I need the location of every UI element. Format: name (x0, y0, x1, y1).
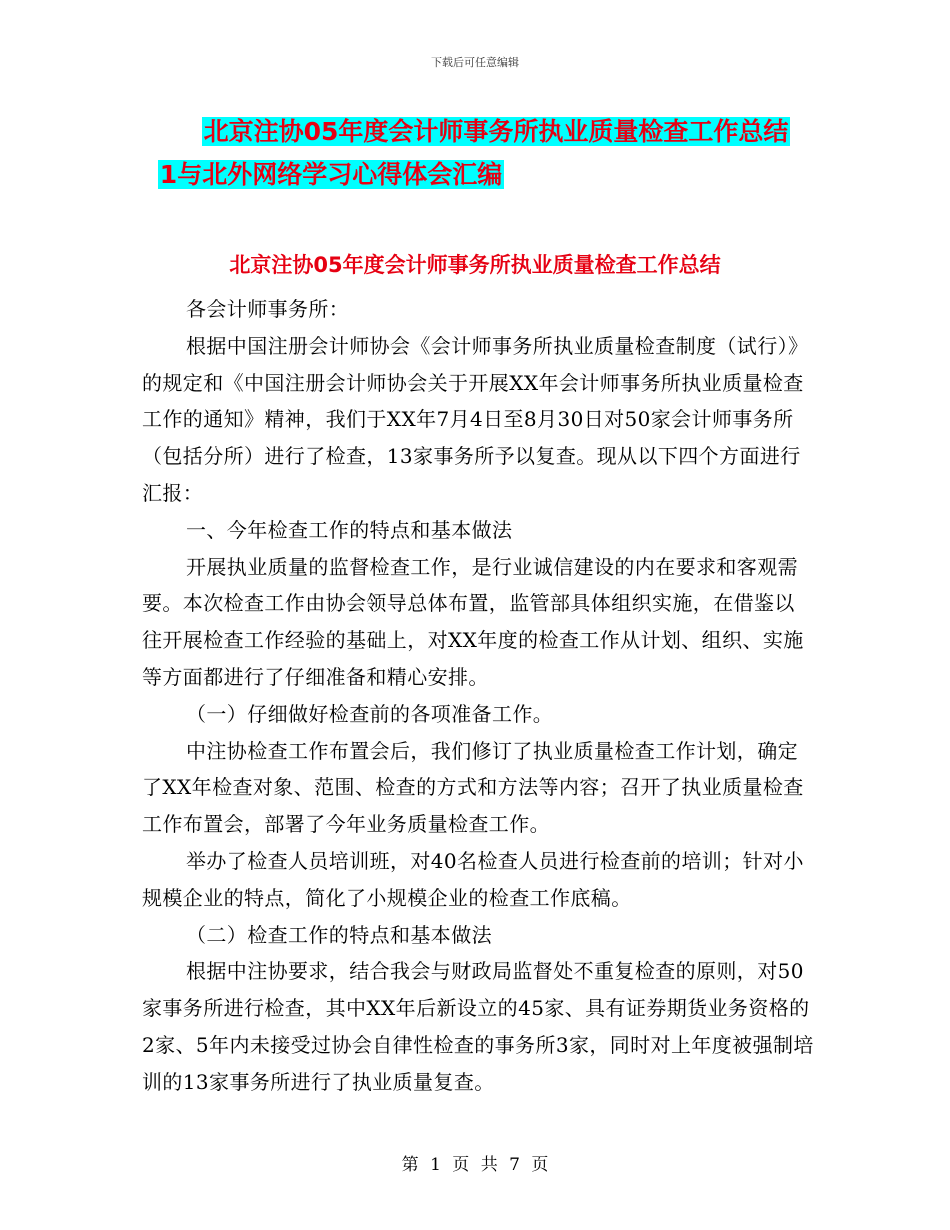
main-title-line-1-text: 北京注协05年度会计师事务所执业质量检查工作总结 (203, 117, 789, 146)
paragraph-salutation: 各会计师事务所： (186, 297, 350, 321)
paragraph: 举办了检查人员培训班，对40名检查人员进行检查前的培训；针对小规模企业的特点，简化了小规模企业的检查工作底稿。 (142, 848, 804, 910)
heading-section-1: 一、今年检查工作的特点和基本做法 (186, 517, 513, 542)
page-footer: 第 1 页 共 7 页 (401, 1155, 549, 1175)
main-title-line-2 (0, 157, 950, 193)
paragraph: 根据中国注册会计师协会《会计师事务所执业质量检查制度（试行）》的规定和《中国注册会计师协会关于开展XX年会计师事务所执业质量检查工作的通知》精神，我们于XX年7月4日至8月30日对50家会计师事务所（包括分所）进行了检查，13家事务所予以复查。现从以下四个方面进行汇报： (142, 333, 809, 505)
paragraph: 中注协检查工作布置会后，我们修订了执业质量检查工作计划，确定了XX年检查对象、范围、检查的方式和方法等内容；召开了执业质量检查工作布置会，部署了今年业务质量检查工作。 (142, 738, 804, 837)
heading-subsection-2: （二）检查工作的特点和基本做法 (186, 922, 492, 947)
paragraph: 根据中注协要求，结合我会与财政局监督处不重复检查的原则，对50家事务所进行检查，其中XX年后新设立的45家、具有证券期货业务资格的2家、5年内未接受过协会自律性检查的事务所3家，同时对上年度被强制培训的13家事务所进行了执业质量复查。 (142, 959, 814, 1094)
document-body (142, 291, 814, 1101)
heading-subsection-1: （一）仔细做好检查前的各项准备工作。 (186, 701, 554, 726)
main-title-line-1 (0, 114, 950, 150)
main-title-line-2-text: 1与北外网络学习心得体会汇编 (159, 160, 503, 189)
section-title: 北京注协05年度会计师事务所执业质量检查工作总结 (229, 253, 721, 277)
header-note: 下载后可任意编辑 (431, 56, 519, 69)
paragraph: 开展执业质量的监督检查工作，是行业诚信建设的内在要求和客观需要。本次检查工作由协会领导总体布置，监管部具体组织实施，在借鉴以往开展检查工作经验的基础上，对XX年度的检查工作从计划、组织、实施等方面都进行了仔细准备和精心安排。 (142, 554, 804, 689)
